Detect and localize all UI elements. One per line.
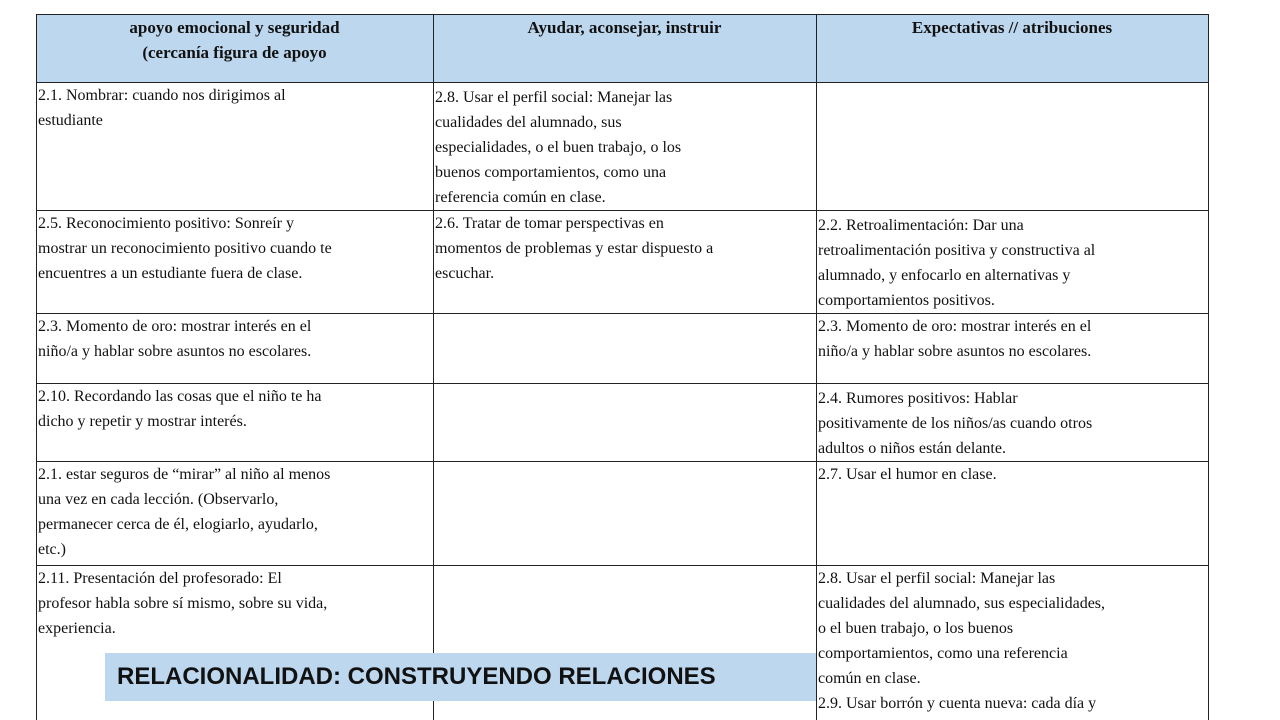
table-cell: 2.8. Usar el perfil social: Manejar las cualidades del alumnado, sus especialidades, o el buen trabajo, o los buenos comportamientos, como una referencia común en clase. [434,83,817,211]
table-cell: 2.7. Usar el humor en clase. [817,462,1209,566]
header-help-advise: Ayudar, aconsejar, instruir [434,15,817,83]
table-row [37,462,1209,566]
table-cell: 2.3. Momento de oro: mostrar interés en el niño/a y hablar sobre asuntos no escolares. [37,314,434,384]
section-banner [105,653,816,701]
table-cell: 2.6. Tratar de tomar perspectivas en momentos de problemas y estar dispuesto a escuchar. [434,211,817,314]
table-cell [434,384,817,462]
table-cell: 2.10. Recordando las cosas que el niño te ha dicho y repetir y mostrar interés. [37,384,434,462]
table-cell [434,314,817,384]
table-cell [434,462,817,566]
table-header-row [37,15,1209,83]
table-cell: 2.1. Nombrar: cuando nos dirigimos al estudiante [37,83,434,211]
table-cell: 2.11. Presentación del profesorado: El profesor habla sobre sí mismo, sobre su vida, experiencia. [37,566,434,720]
table-row [37,83,1209,211]
header-emotional-support: apoyo emocional y seguridad (cercanía figura de apoyo [37,15,434,83]
strategies-table [36,14,1209,720]
table-cell: 2.8. Usar el perfil social: Manejar las cualidades del alumnado, sus especialidades, o el buen trabajo, o los buenos comportamientos, como una referencia común en clase. 2.9. Usar borrón y cuenta nueva: cada día y [817,566,1209,720]
table-cell: 2.1. estar seguros de “mirar” al niño al menos una vez en cada lección. (Observarlo, permanecer cerca de él, elogiarlo, ayudarlo, etc.) [37,462,434,566]
table-cell: 2.2. Retroalimentación: Dar una retroalimentación positiva y constructiva al alumnado, y enfocarlo en alternativas y comportamientos positivos. [817,211,1209,314]
table-cell [817,83,1209,211]
table-row [37,314,1209,384]
table-cell: 2.3. Momento de oro: mostrar interés en el niño/a y hablar sobre asuntos no escolares. [817,314,1209,384]
table-cell: 2.4. Rumores positivos: Hablar positivamente de los niños/as cuando otros adultos o niños están delante. [817,384,1209,462]
table-row [37,384,1209,462]
table-cell: 2.5. Reconocimiento positivo: Sonreír y mostrar un reconocimiento positivo cuando te encuentres a un estudiante fuera de clase. [37,211,434,314]
table-row [37,211,1209,314]
header-expectations: Expectativas // atribuciones [817,15,1209,83]
banner-title: RELACIONALIDAD: CONSTRUYENDO RELACIONES [117,663,716,690]
